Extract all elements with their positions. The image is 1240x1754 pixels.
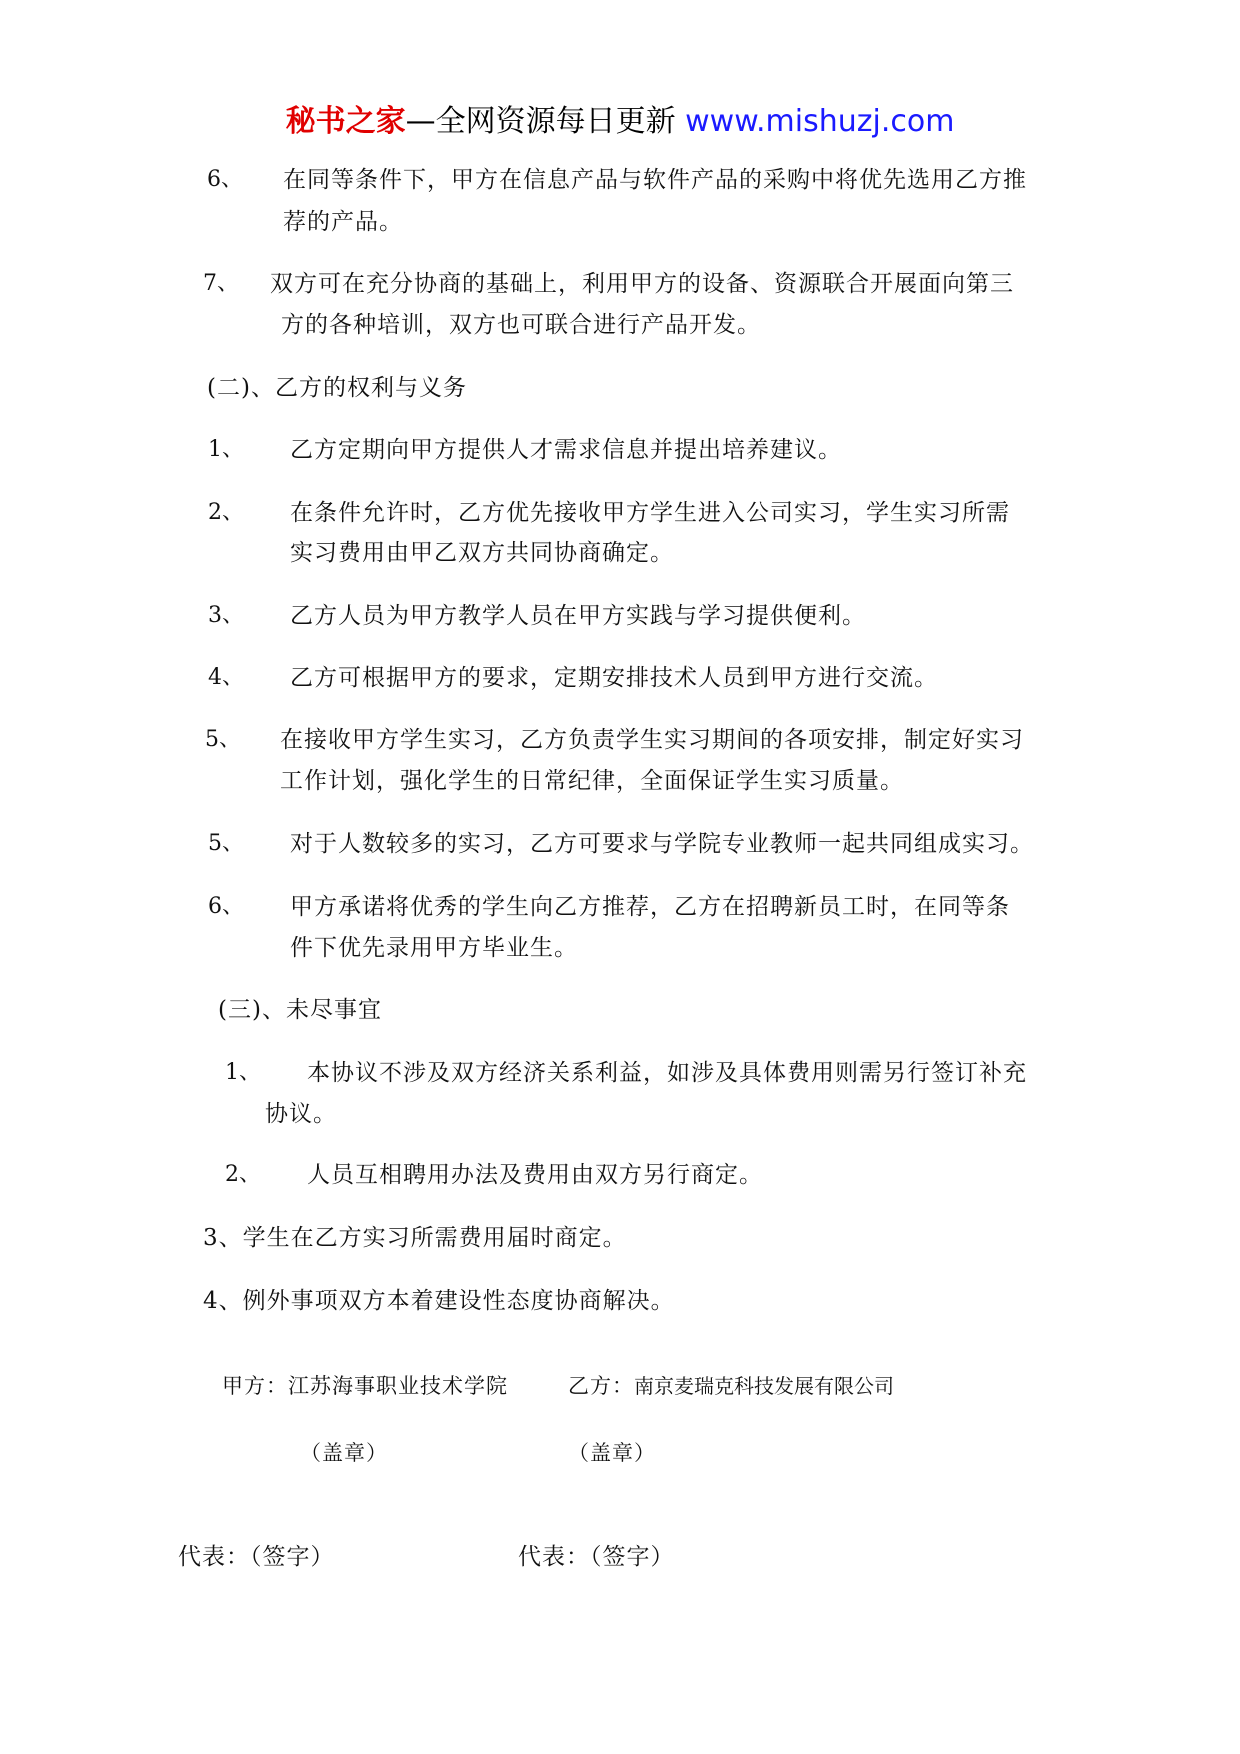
item-text-line: 在接收甲方学生实习，乙方负责学生实习期间的各项安排，制定好实习	[280, 727, 1024, 753]
item-text-line: 甲方承诺将优秀的学生向乙方推荐，乙方在招聘新员工时，在同等条	[290, 894, 1010, 920]
item-number: 2、	[208, 500, 244, 525]
item-number: 5、	[208, 831, 244, 856]
item-number: 7、	[203, 271, 239, 296]
item-text-line: 件下优先录用甲方毕业生。	[290, 935, 578, 961]
item-text-line: 本协议不涉及双方经济关系利益，如涉及具体费用则需另行签订补充	[307, 1060, 1027, 1086]
plain-item: 3、学生在乙方实习所需费用届时商定。	[203, 1225, 627, 1251]
party-b-label	[568, 1370, 894, 1402]
representative-b: 代表：（签字）	[518, 1544, 675, 1570]
page-header	[0, 100, 1240, 144]
plain-item: 4、例外事项双方本着建设性态度协商解决。	[203, 1288, 675, 1314]
item-text-line: 荐的产品。	[283, 209, 403, 235]
header-tagline: —全网资源每日更新	[405, 104, 676, 139]
seal-a: （盖章）	[300, 1441, 388, 1465]
item-text-line: 乙方人员为甲方教学人员在甲方实践与学习提供便利。	[290, 603, 866, 629]
item-text-line: 方的各种培训，双方也可联合进行产品开发。	[281, 312, 761, 338]
section-heading: (二)、乙方的权利与义务	[207, 375, 467, 401]
item-text-line: 双方可在充分协商的基础上，利用甲方的设备、资源联合开展面向第三	[270, 271, 1014, 297]
item-number: 4、	[208, 665, 244, 690]
party-a-label: 甲方：江苏海事职业技术学院	[222, 1374, 508, 1398]
header-url: www.mishuzj.com	[685, 104, 955, 139]
item-text-line: 人员互相聘用办法及费用由双方另行商定。	[307, 1162, 763, 1188]
item-text-line: 在条件允许时，乙方优先接收甲方学生进入公司实习，学生实习所需	[290, 500, 1010, 526]
item-text-line: 对于人数较多的实习，乙方可要求与学院专业教师一起共同组成实习。	[290, 831, 1034, 857]
item-number: 1、	[225, 1060, 261, 1085]
item-text-line: 乙方定期向甲方提供人才需求信息并提出培养建议。	[290, 437, 842, 463]
item-number: 5、	[205, 727, 241, 752]
party-b-prefix: 乙方：	[568, 1374, 634, 1398]
item-number: 6、	[208, 894, 244, 919]
item-number: 3、	[208, 603, 244, 628]
item-number: 2、	[225, 1162, 261, 1187]
item-number: 6、	[207, 167, 243, 192]
party-b-name: 南京麦瑞克科技发展有限公司	[634, 1374, 894, 1398]
section-heading: (三)、未尽事宜	[218, 997, 382, 1023]
seal-b: （盖章）	[568, 1441, 656, 1465]
item-text-line: 协议。	[265, 1101, 337, 1127]
header-brand: 秘书之家	[285, 104, 406, 139]
item-text-line: 在同等条件下，甲方在信息产品与软件产品的采购中将优先选用乙方推	[283, 167, 1027, 193]
item-text-line: 乙方可根据甲方的要求，定期安排技术人员到甲方进行交流。	[290, 665, 938, 691]
item-number: 1、	[208, 437, 244, 462]
item-text-line: 工作计划，强化学生的日常纪律，全面保证学生实习质量。	[280, 768, 904, 794]
representative-a: 代表：（签字）	[178, 1544, 335, 1570]
item-text-line: 实习费用由甲乙双方共同协商确定。	[290, 540, 674, 566]
